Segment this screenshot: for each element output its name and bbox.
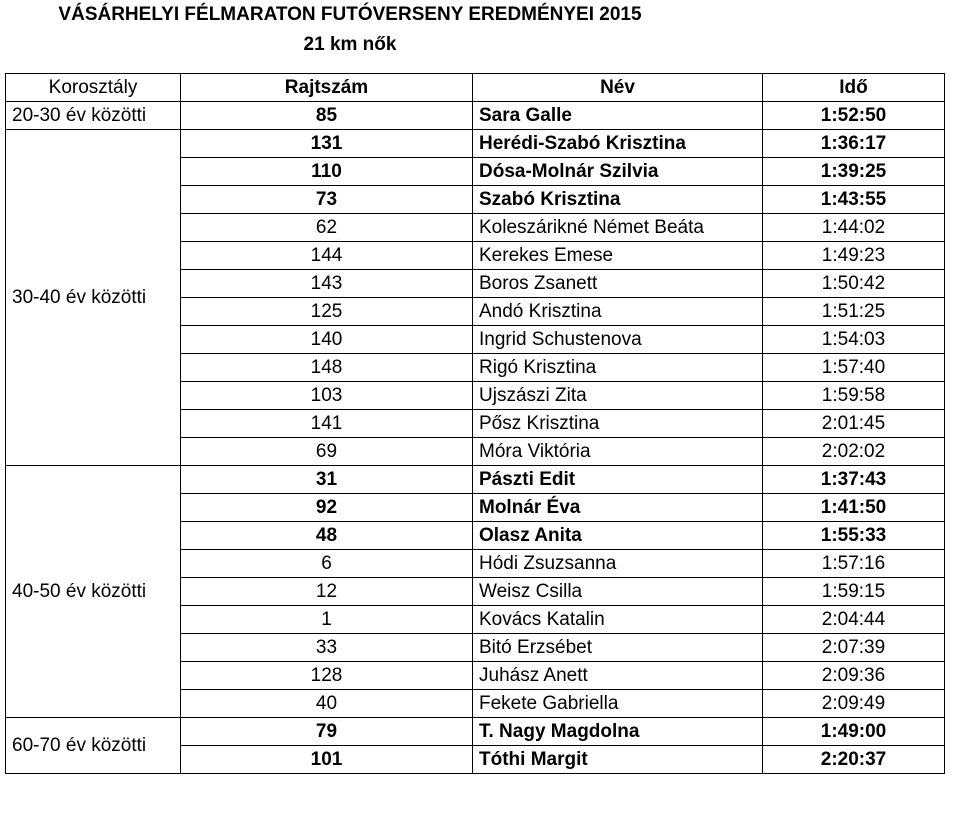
time-cell: 1:50:42 <box>763 270 945 298</box>
name-cell: Bitó Erzsébet <box>473 634 763 662</box>
name-cell: Pősz Krisztina <box>473 410 763 438</box>
time-cell: 1:37:43 <box>763 466 945 494</box>
bib-cell: 103 <box>181 382 473 410</box>
bib-cell: 148 <box>181 354 473 382</box>
name-cell: Dósa-Molnár Szilvia <box>473 158 763 186</box>
time-cell: 2:09:36 <box>763 662 945 690</box>
bib-cell: 131 <box>181 130 473 158</box>
bib-cell: 12 <box>181 578 473 606</box>
results-table <box>5 73 945 774</box>
bib-cell: 1 <box>181 606 473 634</box>
time-cell: 1:54:03 <box>763 326 945 354</box>
col-header-time: Idő <box>763 74 945 102</box>
bib-cell: 69 <box>181 438 473 466</box>
name-cell: Olasz Anita <box>473 522 763 550</box>
name-cell: Kerekes Emese <box>473 242 763 270</box>
name-cell: Weisz Csilla <box>473 578 763 606</box>
bib-cell: 140 <box>181 326 473 354</box>
time-cell: 2:04:44 <box>763 606 945 634</box>
time-cell: 2:09:49 <box>763 690 945 718</box>
bib-cell: 101 <box>181 746 473 774</box>
table-row <box>6 718 945 746</box>
name-cell: Ingrid Schustenova <box>473 326 763 354</box>
bib-cell: 40 <box>181 690 473 718</box>
age-group-cell: 20-30 év közötti <box>6 102 181 130</box>
name-cell: Sara Galle <box>473 102 763 130</box>
col-header-name: Név <box>473 74 763 102</box>
time-cell: 1:55:33 <box>763 522 945 550</box>
name-cell: Pászti Edit <box>473 466 763 494</box>
table-row <box>6 466 945 494</box>
time-cell: 2:02:02 <box>763 438 945 466</box>
bib-cell: 125 <box>181 298 473 326</box>
time-cell: 2:20:37 <box>763 746 945 774</box>
time-cell: 2:07:39 <box>763 634 945 662</box>
page-title: VÁSÁRHELYI FÉLMARATON FUTÓVERSENY EREDMÉNYEI 2015 <box>58 4 642 25</box>
col-header-bib: Rajtszám <box>181 74 473 102</box>
name-cell: Tóthi Margit <box>473 746 763 774</box>
bib-cell: 6 <box>181 550 473 578</box>
name-cell: Fekete Gabriella <box>473 690 763 718</box>
name-cell: Hódi Zsuzsanna <box>473 550 763 578</box>
bib-cell: 73 <box>181 186 473 214</box>
time-cell: 1:36:17 <box>763 130 945 158</box>
bib-cell: 31 <box>181 466 473 494</box>
name-cell: Móra Viktória <box>473 438 763 466</box>
time-cell: 1:59:15 <box>763 578 945 606</box>
table-row <box>6 102 945 130</box>
age-group-cell: 30-40 év közötti <box>6 130 181 466</box>
time-cell: 1:39:25 <box>763 158 945 186</box>
name-cell: Kovács Katalin <box>473 606 763 634</box>
age-group-cell: 60-70 év közötti <box>6 718 181 774</box>
table-row <box>6 130 945 158</box>
bib-cell: 110 <box>181 158 473 186</box>
bib-cell: 85 <box>181 102 473 130</box>
bib-cell: 144 <box>181 242 473 270</box>
bib-cell: 48 <box>181 522 473 550</box>
time-cell: 1:49:23 <box>763 242 945 270</box>
time-cell: 1:57:40 <box>763 354 945 382</box>
time-cell: 1:57:16 <box>763 550 945 578</box>
bib-cell: 79 <box>181 718 473 746</box>
name-cell: Andó Krisztina <box>473 298 763 326</box>
time-cell: 1:41:50 <box>763 494 945 522</box>
time-cell: 1:49:00 <box>763 718 945 746</box>
age-group-cell: 40-50 év közötti <box>6 466 181 718</box>
name-cell: Ujszászi Zita <box>473 382 763 410</box>
time-cell: 2:01:45 <box>763 410 945 438</box>
name-cell: Molnár Éva <box>473 494 763 522</box>
name-cell: Boros Zsanett <box>473 270 763 298</box>
time-cell: 1:51:25 <box>763 298 945 326</box>
name-cell: Koleszárikné Német Beáta <box>473 214 763 242</box>
bib-cell: 33 <box>181 634 473 662</box>
page-subtitle: 21 km nők <box>303 34 397 55</box>
time-cell: 1:43:55 <box>763 186 945 214</box>
name-cell: Juhász Anett <box>473 662 763 690</box>
bib-cell: 92 <box>181 494 473 522</box>
time-cell: 1:52:50 <box>763 102 945 130</box>
name-cell: T. Nagy Magdolna <box>473 718 763 746</box>
bib-cell: 62 <box>181 214 473 242</box>
col-header-age-group: Korosztály <box>6 74 181 102</box>
bib-cell: 128 <box>181 662 473 690</box>
name-cell: Herédi-Szabó Krisztina <box>473 130 763 158</box>
header-row <box>6 74 945 102</box>
name-cell: Szabó Krisztina <box>473 186 763 214</box>
name-cell: Rigó Krisztina <box>473 354 763 382</box>
results-body <box>6 102 945 774</box>
time-cell: 1:44:02 <box>763 214 945 242</box>
time-cell: 1:59:58 <box>763 382 945 410</box>
bib-cell: 143 <box>181 270 473 298</box>
bib-cell: 141 <box>181 410 473 438</box>
